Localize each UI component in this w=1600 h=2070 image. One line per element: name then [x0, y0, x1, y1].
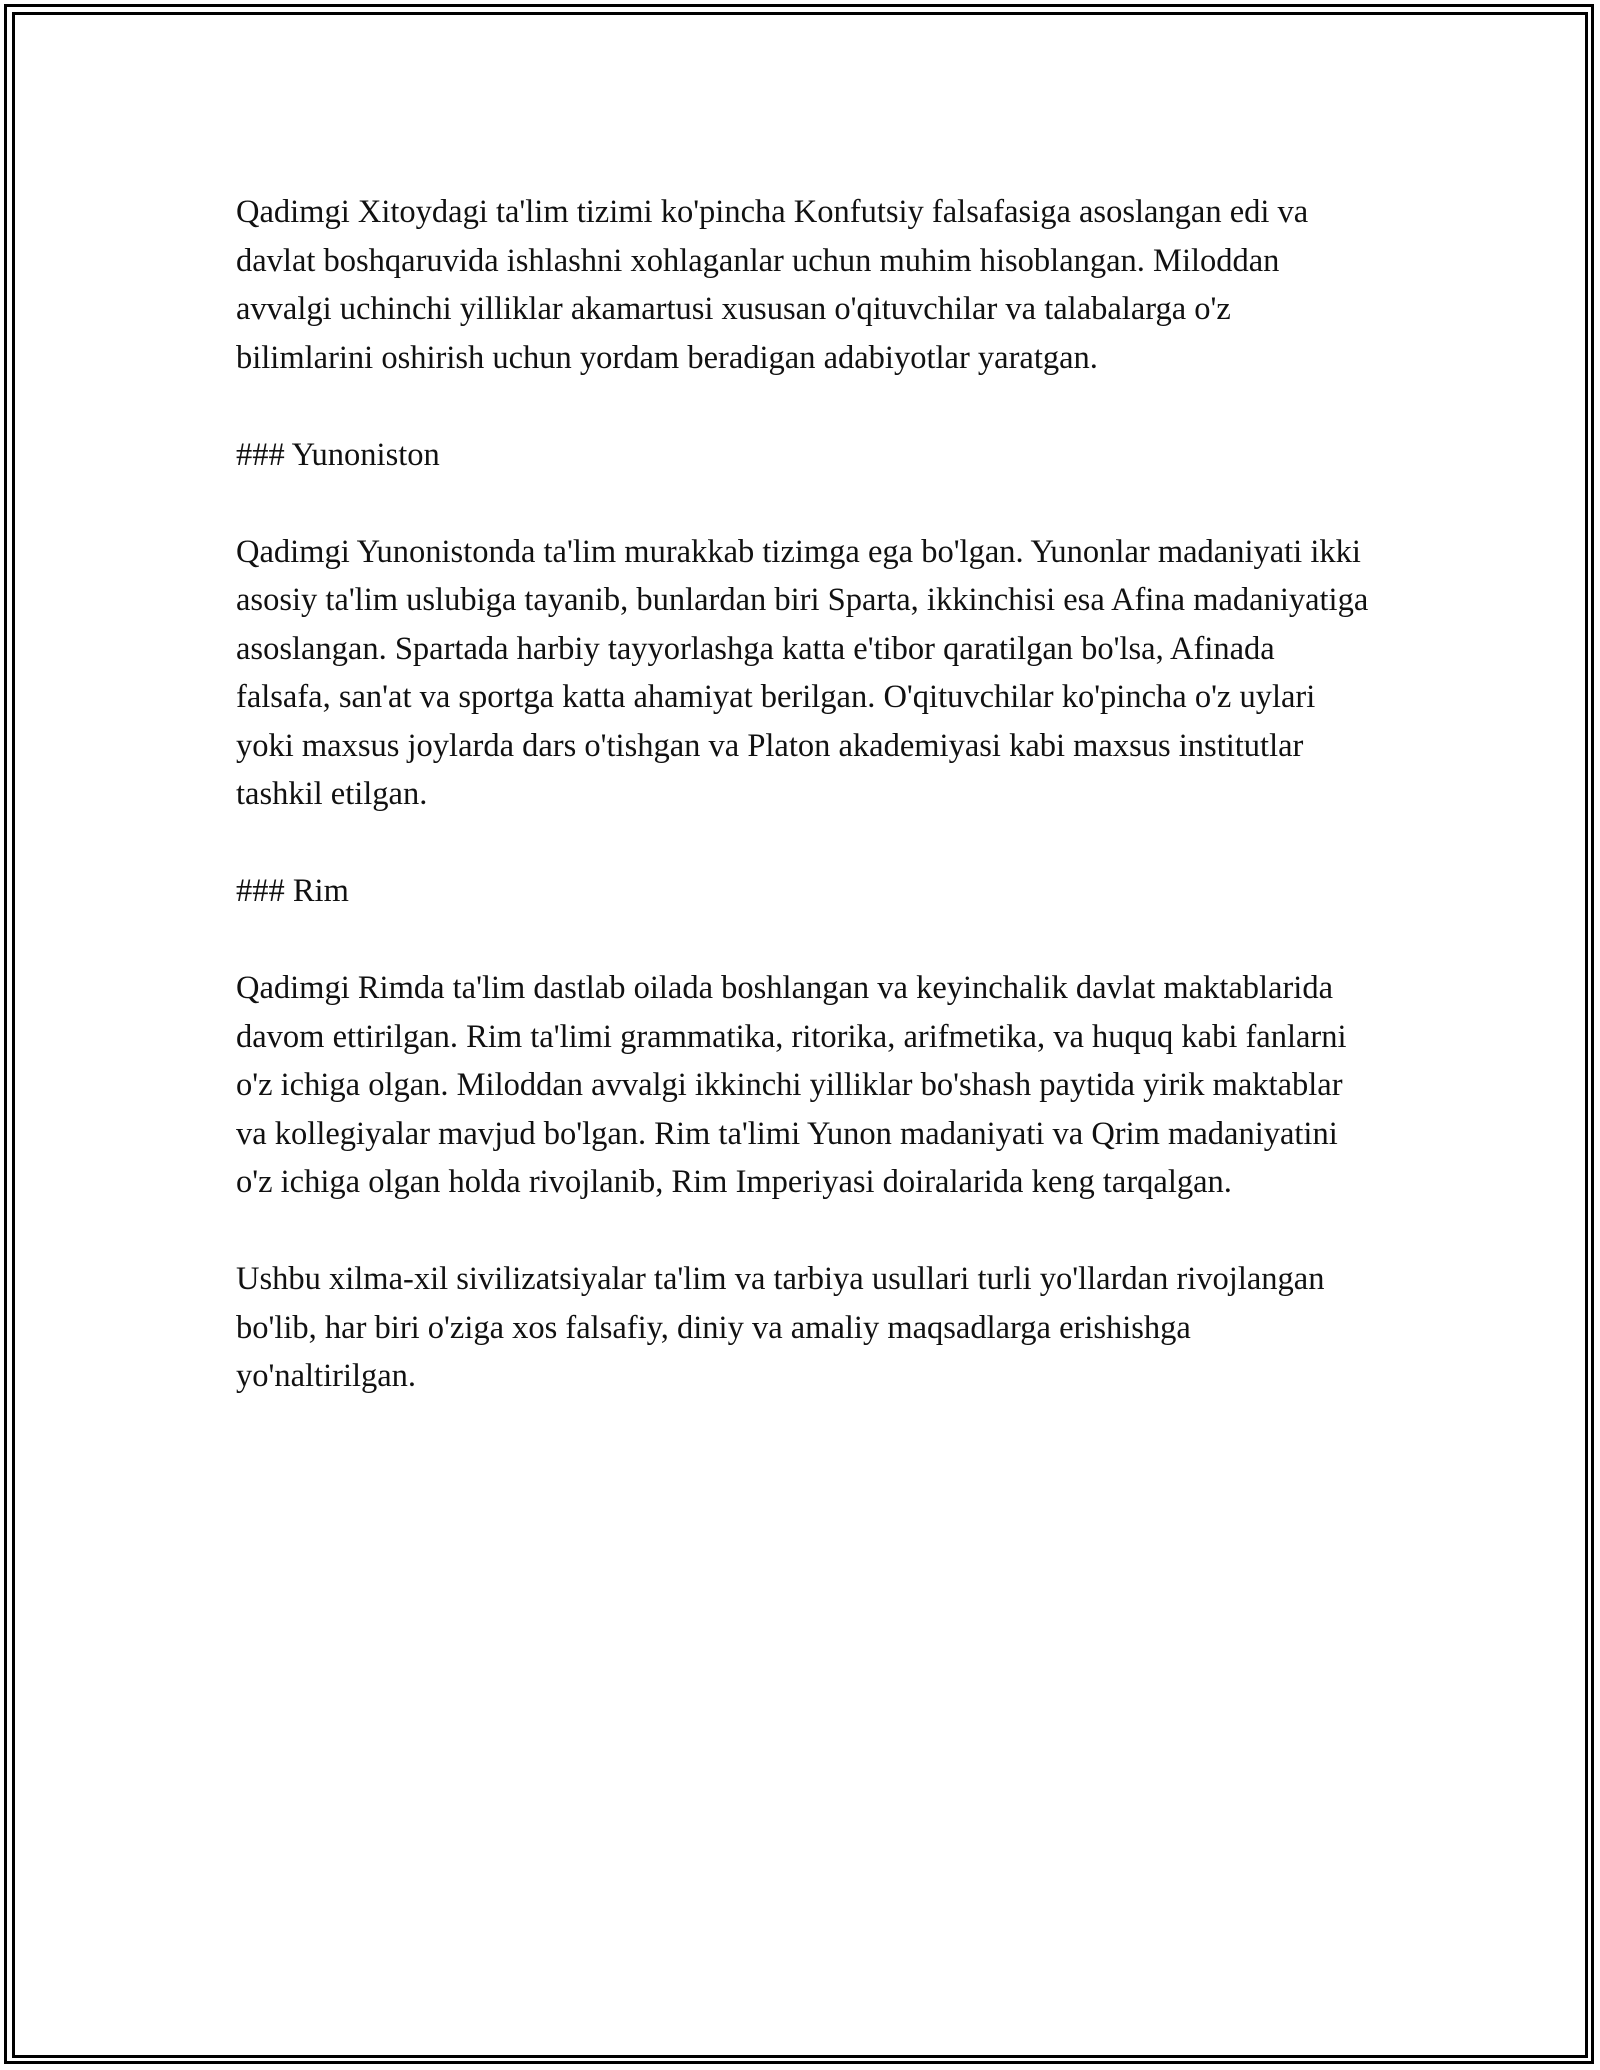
paragraph-china: Qadimgi Xitoydagi ta'lim tizimi ko'pincha Konfutsiy falsafasiga asoslangan edi va davlat boshqaruvida ishlashni xohlaganlar uchun muhim hisoblangan. Miloddan avvalgi uchinchi yilliklar akamartusi xususan o'qituvchilar va talabalarga o'z bilimlarini oshirish uchun yordam beradigan adabiyotlar yaratgan. [236, 194, 1309, 376]
heading-yunoniston: ### Yunoniston [236, 436, 440, 473]
document-body [236, 188, 1376, 1401]
paragraph-rome: Qadimgi Rimda ta'lim dastlab oilada boshlangan va keyinchalik davlat maktablarida davom ettirilgan. Rim ta'limi grammatika, ritorika, arifmetika, va huquq kabi fanlarni o'z ichiga olgan. Miloddan avvalgi ikkinchi yilliklar bo'shash paytida yirik maktablar va kollegiyalar mavjud bo'lgan. Rim ta'limi Yunon madaniyati va Qrim madaniyatini o'z ichiga olgan holda rivojlanib, Rim Imperiyasi doiralarida keng tarqalgan. [236, 970, 1347, 1200]
heading-rim: ### Rim [236, 873, 349, 909]
paragraph-greece: Qadimgi Yunonistonda ta'lim murakkab tizimga ega bo'lgan. Yunonlar madaniyati ikki asosiy ta'lim uslubiga tayanib, bunlardan biri Sparta, ikkinchisi esa Afina madaniyatiga asoslangan. Spartada harbiy tayyorlashga katta e'tibor qaratilgan bo'lsa, Afinada falsafa, san'at va sportga katta ahamiyat berilgan. O'qituvchilar ko'pincha o'z uylari yoki maxsus joylarda dars o'tishgan va Platon akademiyasi kabi maxsus institutlar tashkil etilgan. [236, 533, 1369, 812]
paragraph-conclusion: Ushbu xilma-xil sivilizatsiyalar ta'lim va tarbiya usullari turli yo'llardan rivojlangan bo'lib, har biri o'ziga xos falsafiy, diniy va amaliy maqsadlarga erishishga yo'naltirilgan. [236, 1261, 1325, 1394]
